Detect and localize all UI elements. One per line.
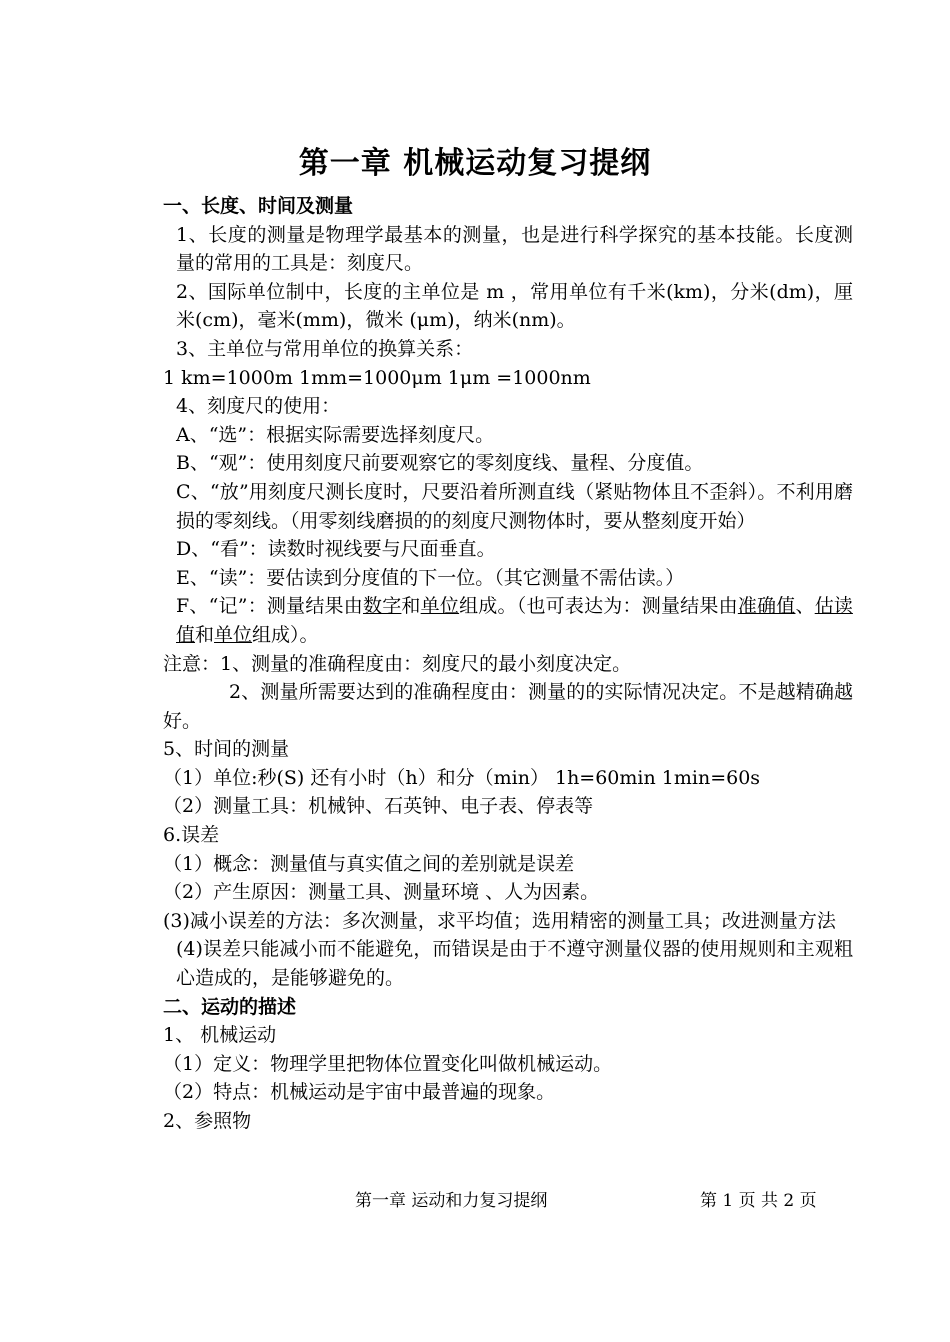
record-text-a: F、“记”：测量结果由 <box>176 595 363 618</box>
item-observe: B、“观”：使用刻度尺前要观察它的零刻度线、量程、分度值。 <box>176 452 704 475</box>
paragraph-time-units: （1）单位:秒(S) 还有小时（h）和分（min） 1h=60min 1min=60s <box>163 766 761 789</box>
record-text-e: 和 <box>195 623 215 646</box>
record-text-d: 、 <box>795 595 815 618</box>
item-record <box>163 592 853 649</box>
record-underline-estimated-value: 估读值 <box>176 595 853 646</box>
paragraph-conversion-title: 3、主单位与常用单位的换算关系： <box>176 337 474 360</box>
note-2 <box>163 678 853 735</box>
paragraph-mechanical-motion: 1、 机械运动 <box>163 1024 277 1047</box>
paragraph-time-tools: （2）测量工具：机械钟、石英钟、电子表、停表等 <box>163 795 594 818</box>
item-look: D、“看”：读数时视线要与尺面垂直。 <box>176 538 496 561</box>
paragraph-reference-object: 2、参照物 <box>163 1110 252 1132</box>
record-text-f: 组成）。 <box>252 623 319 646</box>
record-underline-digits: 数字 <box>362 595 402 618</box>
document-body <box>163 192 853 1136</box>
footer-title: 第一章 运动和力复习提纲 <box>355 1191 548 1211</box>
paragraph-error: 6.误差 <box>163 824 220 847</box>
paragraph-si-units: 2、国际单位制中，长度的主单位是 m ，常用单位有千米(km)，分米(dm)，厘米(cm)，毫米(mm)，微米 (μm)，纳米(nm)。 <box>176 280 853 332</box>
note-1: 注意：1、测量的准确程度由：刻度尺的最小刻度决定。 <box>163 652 632 675</box>
paragraph-time-measurement: 5、时间的测量 <box>163 738 290 761</box>
record-underline-accurate-value: 准确值 <box>737 595 796 618</box>
paragraph-length-measurement: 1、长度的测量是物理学最基本的测量，也是进行科学探究的基本技能。长度测量的常用的工具是：刻度尺。 <box>176 223 853 275</box>
paragraph-error-causes: （2）产生原因：测量工具、测量环境 、人为因素。 <box>163 881 600 904</box>
record-underline-unit-2: 单位 <box>214 623 253 646</box>
item-place: C、“放”用刻度尺测长度时，尺要沿着所测直线（紧贴物体且不歪斜）。不利用磨损的零刻线。（用零刻线磨损的的刻度尺测物体时，要从整刻度开始） <box>176 480 853 532</box>
paragraph-motion-feature: （2）特点：机械运动是宇宙中最普遍的现象。 <box>163 1081 556 1104</box>
page-footer <box>0 1186 950 1216</box>
page-title: 第一章 机械运动复习提纲 <box>298 146 652 181</box>
paragraph-error-concept: （1）概念：测量值与真实值之间的差别就是误差 <box>163 852 575 875</box>
record-text-b: 和 <box>401 595 421 618</box>
paragraph-ruler-usage: 4、刻度尺的使用： <box>176 395 341 418</box>
record-underline-unit: 单位 <box>420 595 460 618</box>
record-text-c: 组成。（也可表达为：测量结果由 <box>459 595 738 618</box>
item-read: E、“读”：要估读到分度值的下一位。（其它测量不需估读。） <box>176 566 685 589</box>
footer-page-number: 第 1 页 共 2 页 <box>700 1191 817 1211</box>
item-select: A、“选”：根据实际需要选择刻度尺。 <box>176 423 495 446</box>
paragraph-error-reduce: (3)减小误差的方法：多次测量，求平均值；选用精密的测量工具；改进测量方法 <box>163 909 836 932</box>
paragraph-motion-definition: （1）定义：物理学里把物体位置变化叫做机械运动。 <box>163 1052 613 1075</box>
note-2-text: 2、测量所需要达到的准确程度由：测量的的实际情况决定。不是越精确越好。 <box>163 681 853 732</box>
section-heading-1: 一、长度、时间及测量 <box>163 195 354 217</box>
paragraph-error-vs-mistake: (4)误差只能减小而不能避免，而错误是由于不遵守测量仪器的使用规则和主观粗心造成的，是能够避免的。 <box>176 938 853 990</box>
section-heading-2: 二、运动的描述 <box>163 995 297 1018</box>
paragraph-conversion-formulas: 1 km=1000m 1mm=1000μm 1μm =1000nm <box>163 366 591 389</box>
